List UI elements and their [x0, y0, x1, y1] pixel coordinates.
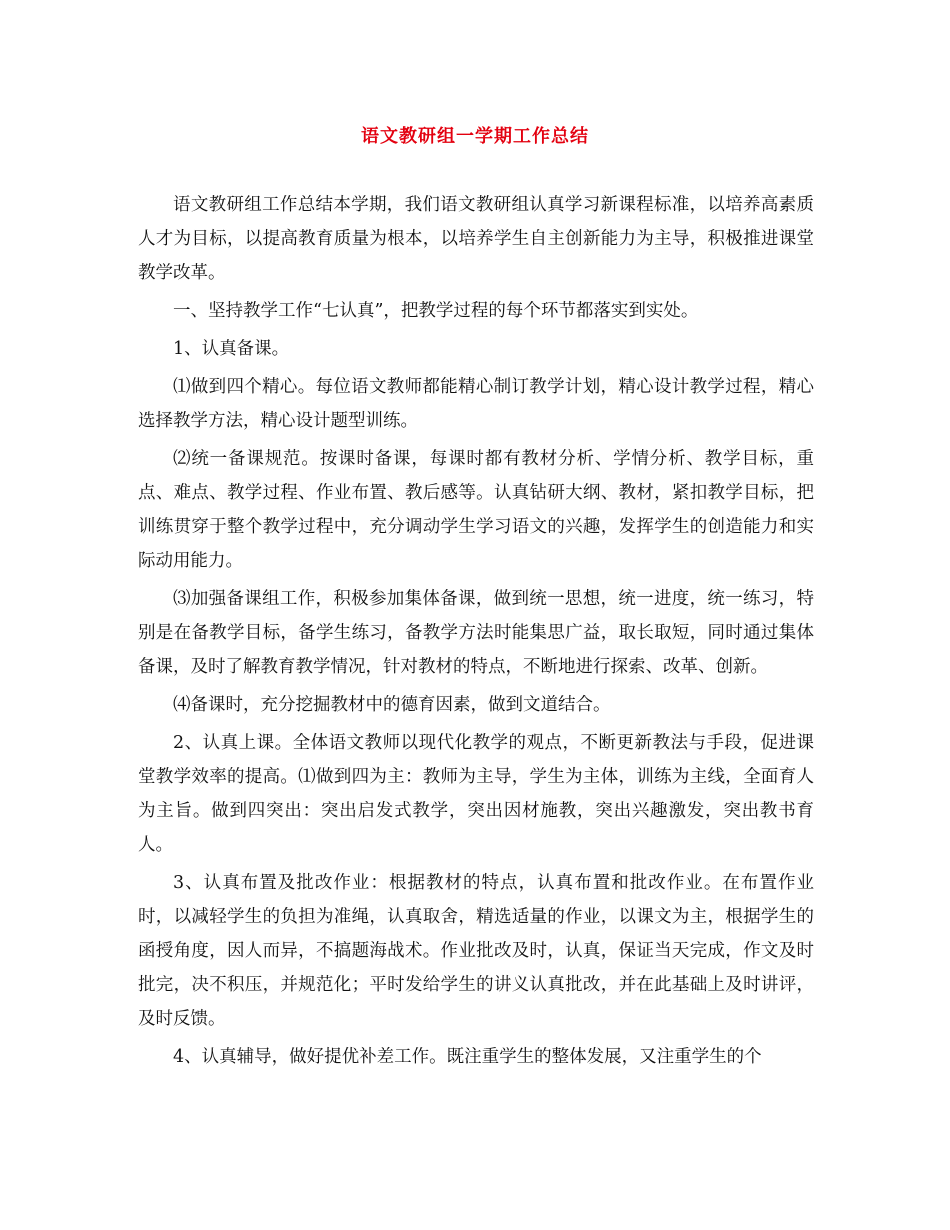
- paragraph-item-3: 3、认真布置及批改作业：根据教材的特点，认真布置和批改作业。在布置作业时，以减轻学生的负担为准绳，认真取舍，精选适量的作业，以课文为主，根据学生的函授角度，因人而异，不搞题海战术。作业批改及时，认真，保证当天完成，作文及时批完，决不积压，并规范化；平时发给学生的讲义认真批改，并在此基础上及时讲评，及时反馈。: [138, 873, 814, 1029]
- paragraph-item-1-4: ⑷备课时，充分挖掘教材中的德育因素，做到文道结合。: [173, 695, 611, 715]
- paragraph-section-1-heading: 一、坚持教学工作“七认真”，把教学过程的每个环节都落实到实处。: [173, 301, 699, 321]
- paragraph-intro: 语文教研组工作总结本学期，我们语文教研组认真学习新课程标准，以培养高素质人才为目标，以提高教育质量为根本，以培养学生自主创新能力为主导，积极推进课堂教学改革。: [138, 195, 814, 283]
- paragraph-item-1-3: ⑶加强备课组工作，积极参加集体备课，做到统一思想，统一进度，统一练习，特别是在备教学目标，备学生练习，备教学方法时能集思广益，取长取短，同时通过集体备课，及时了解教育教学情况，针对教材的特点，不断地进行探索、改革、创新。: [138, 589, 814, 677]
- paragraph-item-1-2: ⑵统一备课规范。按课时备课，每课时都有教材分析、学情分析、教学目标，重点、难点、教学过程、作业布置、教后感等。认真钻研大纲、教材，紧扣教学目标，把训练贯穿于整个教学过程中，充分调动学生学习语文的兴趣，发挥学生的创造能力和实际动用能力。: [138, 449, 814, 571]
- document-title: 语文教研组一学期工作总结: [361, 126, 589, 147]
- paragraph-item-1-heading: 1、认真备课。: [173, 339, 290, 359]
- document-body: [138, 188, 814, 1078]
- paragraph-item-4: 4、认真辅导，做好提优补差工作。既注重学生的整体发展，又注重学生的个: [173, 1047, 762, 1067]
- paragraph-item-2: 2、认真上课。全体语文教师以现代化教学的观点，不断更新教法与手段，促进课堂教学效率的提高。⑴做到四为主：教师为主导，学生为主体，训练为主线，全面育人为主旨。做到四突出：突出启发式教学，突出因材施教，突出兴趣激发，突出教书育人。: [138, 733, 814, 855]
- paragraph-item-1-1: ⑴做到四个精心。每位语文教师都能精心制订教学计划，精心设计教学过程，精心选择教学方法，精心设计题型训练。: [138, 377, 814, 431]
